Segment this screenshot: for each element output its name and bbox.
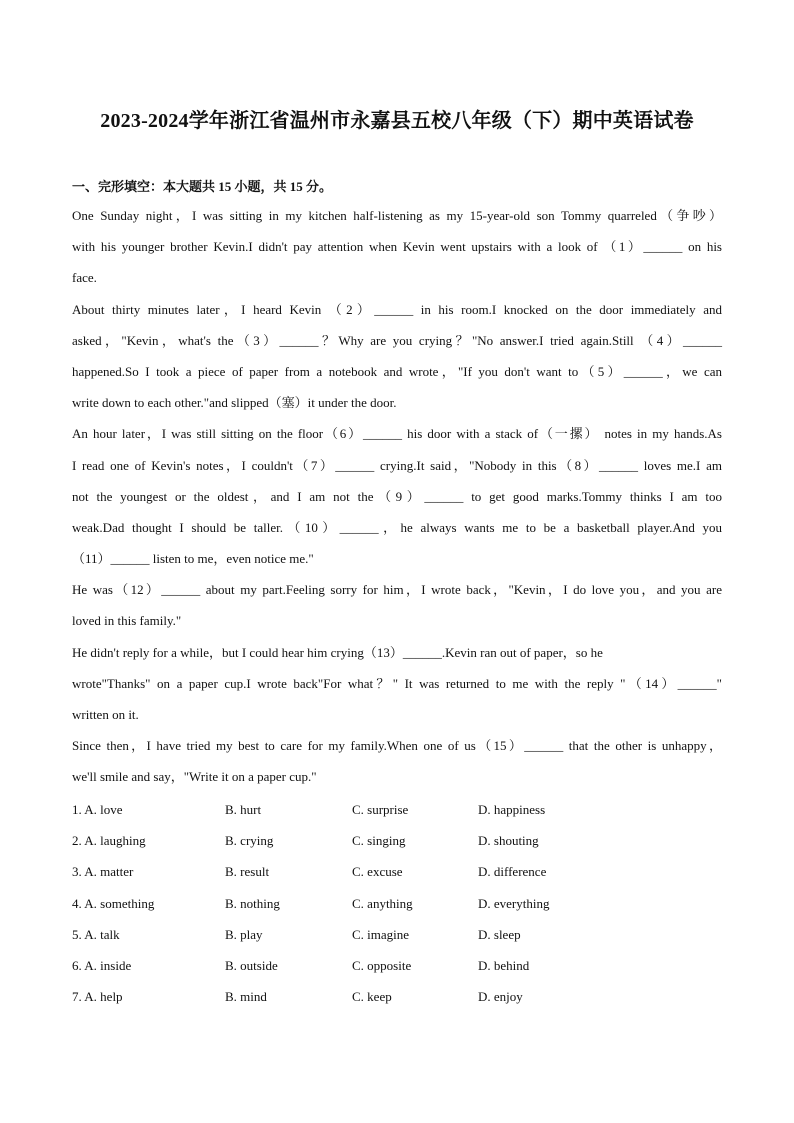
option-row-3	[72, 860, 722, 891]
option-row-1	[72, 798, 722, 829]
option-b: B. outside	[225, 957, 278, 973]
passage-line: I read one of Kevin's notes，I couldn't（7）______ crying.It said，"Nobody in this（8）______ loves me.I am	[72, 457, 722, 473]
option-c: C. opposite	[352, 957, 412, 973]
option-b: B. hurt	[225, 802, 262, 817]
option-d: D. happiness	[478, 802, 546, 817]
option-c: C. excuse	[352, 864, 403, 880]
option-d: D. sleep	[478, 926, 521, 942]
passage-line: with his younger brother Kevin.I didn't pay attention when Kevin went upstairs with a look of （1）______ on his	[72, 239, 722, 255]
option-c: C. surprise	[352, 802, 409, 817]
section-heading: 一、完形填空：本大题共 15 小题，共 15 分。	[72, 179, 333, 194]
option-row-2	[72, 829, 722, 860]
passage-line: asked，"Kevin，what's the（3）______？Why are you crying？"No answer.I tried again.Still （4）______	[72, 332, 722, 348]
option-c: C. keep	[352, 989, 392, 1005]
option-d: D. everything	[478, 895, 550, 911]
cloze-passage	[72, 204, 722, 797]
option-a: 1. A. love	[72, 802, 123, 817]
option-a: 3. A. matter	[72, 864, 134, 880]
option-c: C. singing	[352, 833, 406, 849]
option-a: 2. A. laughing	[72, 833, 146, 849]
passage-line: written on it.	[72, 707, 139, 722]
passage-line: He didn't reply for a while，but I could hear him crying（13）______.Kevin ran out of paper，so he	[72, 644, 603, 660]
option-b: B. mind	[225, 989, 267, 1005]
passage-line: we'll smile and say，"Write it on a paper cup."	[72, 769, 317, 785]
option-row-7	[72, 985, 722, 1016]
option-row-6	[72, 954, 722, 985]
passage-line: write down to each other."and slipped（塞）it under the door.	[72, 395, 397, 411]
option-a: 4. A. something	[72, 895, 155, 911]
passage-line: wrote"Thanks" on a paper cup.I wrote back"For what？" It was returned to me with the reply "（14）______"	[72, 675, 722, 691]
option-d: D. behind	[478, 957, 530, 973]
exam-title: 2023-2024学年浙江省温州市永嘉县五校八年级（下）期中英语试卷	[100, 110, 694, 132]
option-c: C. anything	[352, 895, 413, 911]
passage-line: weak.Dad thought I should be taller.（10）______，he always wants me to be a basketball player.And you	[72, 519, 722, 535]
option-b: B. crying	[225, 833, 274, 849]
option-d: D. enjoy	[478, 989, 523, 1005]
option-a: 6. A. inside	[72, 957, 132, 973]
option-b: B. result	[225, 864, 270, 880]
passage-line: happened.So I took a piece of paper from a notebook and wrote，"If you don't want to（5）______，we can	[72, 363, 722, 379]
option-b: B. play	[225, 926, 263, 942]
option-row-5	[72, 923, 722, 954]
passage-line: （11）______ listen to me，even notice me."	[72, 551, 314, 567]
option-c: C. imagine	[352, 926, 410, 942]
passage-line: not the youngest or the oldest，and I am not the（9）______ to get good marks.Tommy thinks I am too	[72, 488, 722, 504]
option-a: 7. A. help	[72, 989, 123, 1005]
option-d: D. difference	[478, 864, 547, 880]
passage-line: About thirty minutes later，I heard Kevin （2）______ in his room.I knocked on the door immediately and	[72, 301, 722, 317]
option-a: 5. A. talk	[72, 926, 120, 942]
option-d: D. shouting	[478, 833, 539, 849]
passage-line: He was（12）______ about my part.Feeling sorry for him，I wrote back，"Kevin，I do love you，and you are	[72, 582, 722, 598]
passage-line: One Sunday night，I was sitting in my kitchen half-listening as my 15-year-old son Tommy quarreled（争吵）	[72, 208, 722, 223]
option-row-4	[72, 892, 722, 923]
passage-line: Since then，I have tried my best to care for my family.When one of us（15）______ that the other is unhappy，	[72, 738, 722, 754]
passage-line: loved in this family."	[72, 613, 182, 629]
passage-line: An hour later，I was still sitting on the floor（6）______ his door with a stack of（一摞） notes in my hands.As	[72, 426, 722, 442]
answer-options	[72, 798, 722, 1016]
option-b: B. nothing	[225, 895, 280, 911]
passage-line: face.	[72, 270, 97, 286]
